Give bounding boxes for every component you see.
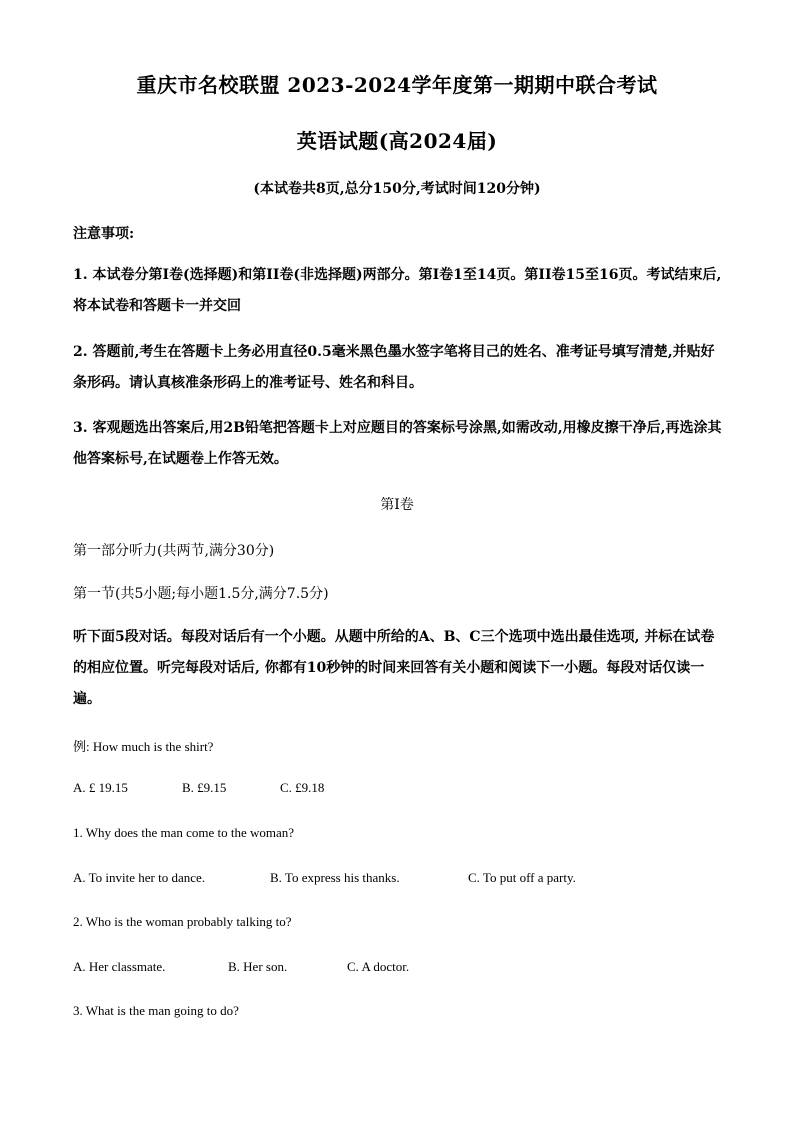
notice-heading: 注意事项: bbox=[73, 226, 135, 242]
notice-item-3: 3. 客观题选出答案后,用2B铅笔把答题卡上对应题目的答案标号涂黑,如需改动,用橡皮擦干净后,再选涂其他答案标号,在试题卷上作答无效。 bbox=[73, 420, 722, 467]
exam-info: (本试卷共8页,总分150分,考试时间120分钟) bbox=[253, 181, 541, 197]
volume-title: 第Ⅰ卷 bbox=[380, 497, 414, 513]
question-2-option-a: A. Her classmate. bbox=[73, 959, 166, 974]
exam-subtitle: 英语试题(高2024届) bbox=[296, 129, 498, 153]
question-1-text: 1. Why does the man come to the woman? bbox=[73, 825, 295, 840]
example-question: 例: How much is the shirt? bbox=[73, 739, 214, 754]
example-option-a: A. £ 19.15 bbox=[73, 780, 128, 795]
question-1-option-c: C. To put off a party. bbox=[468, 870, 576, 885]
subsection-title: 第一节(共5小题;每小题1.5分,满分7.5分) bbox=[73, 586, 329, 602]
exam-title: 重庆市名校联盟 2023-2024学年度第一期期中联合考试 bbox=[136, 73, 658, 97]
part-title: 第一部分听力(共两节,满分30分) bbox=[73, 543, 275, 559]
question-2-option-b: B. Her son. bbox=[228, 959, 288, 974]
listening-instructions: 听下面5段对话。每段对话后有一个小题。从题中所给的A、B、C三个选项中选出最佳选项, 并标在试卷的相应位置。听完每段对话后, 你都有10秒钟的时间来回答有关小题和阅读下一小题。每段对话仅读一遍。 bbox=[73, 629, 715, 707]
question-1-option-a: A. To invite her to dance. bbox=[73, 870, 206, 885]
notice-item-2: 2. 答题前,考生在答题卡上务必用直径0.5毫米黑色墨水签字笔将目己的姓名、准考证号填写清楚,并贴好条形码。请认真核准条形码上的准考证号、姓名和科目。 bbox=[73, 344, 715, 391]
question-2-option-c: C. A doctor. bbox=[347, 959, 410, 974]
notice-item-1: 1. 本试卷分第Ⅰ卷(选择题)和第II卷(非选择题)两部分。第Ⅰ卷1至14页。第II卷15至16页。考试结束后,将本试卷和答题卡一并交回 bbox=[73, 267, 722, 314]
question-3-text: 3. What is the man going to do? bbox=[73, 1003, 239, 1018]
example-option-b: B. £9.15 bbox=[182, 780, 227, 795]
example-option-c: C. £9.18 bbox=[280, 780, 325, 795]
question-1-option-b: B. To express his thanks. bbox=[270, 870, 400, 885]
question-2-text: 2. Who is the woman probably talking to? bbox=[73, 914, 292, 929]
